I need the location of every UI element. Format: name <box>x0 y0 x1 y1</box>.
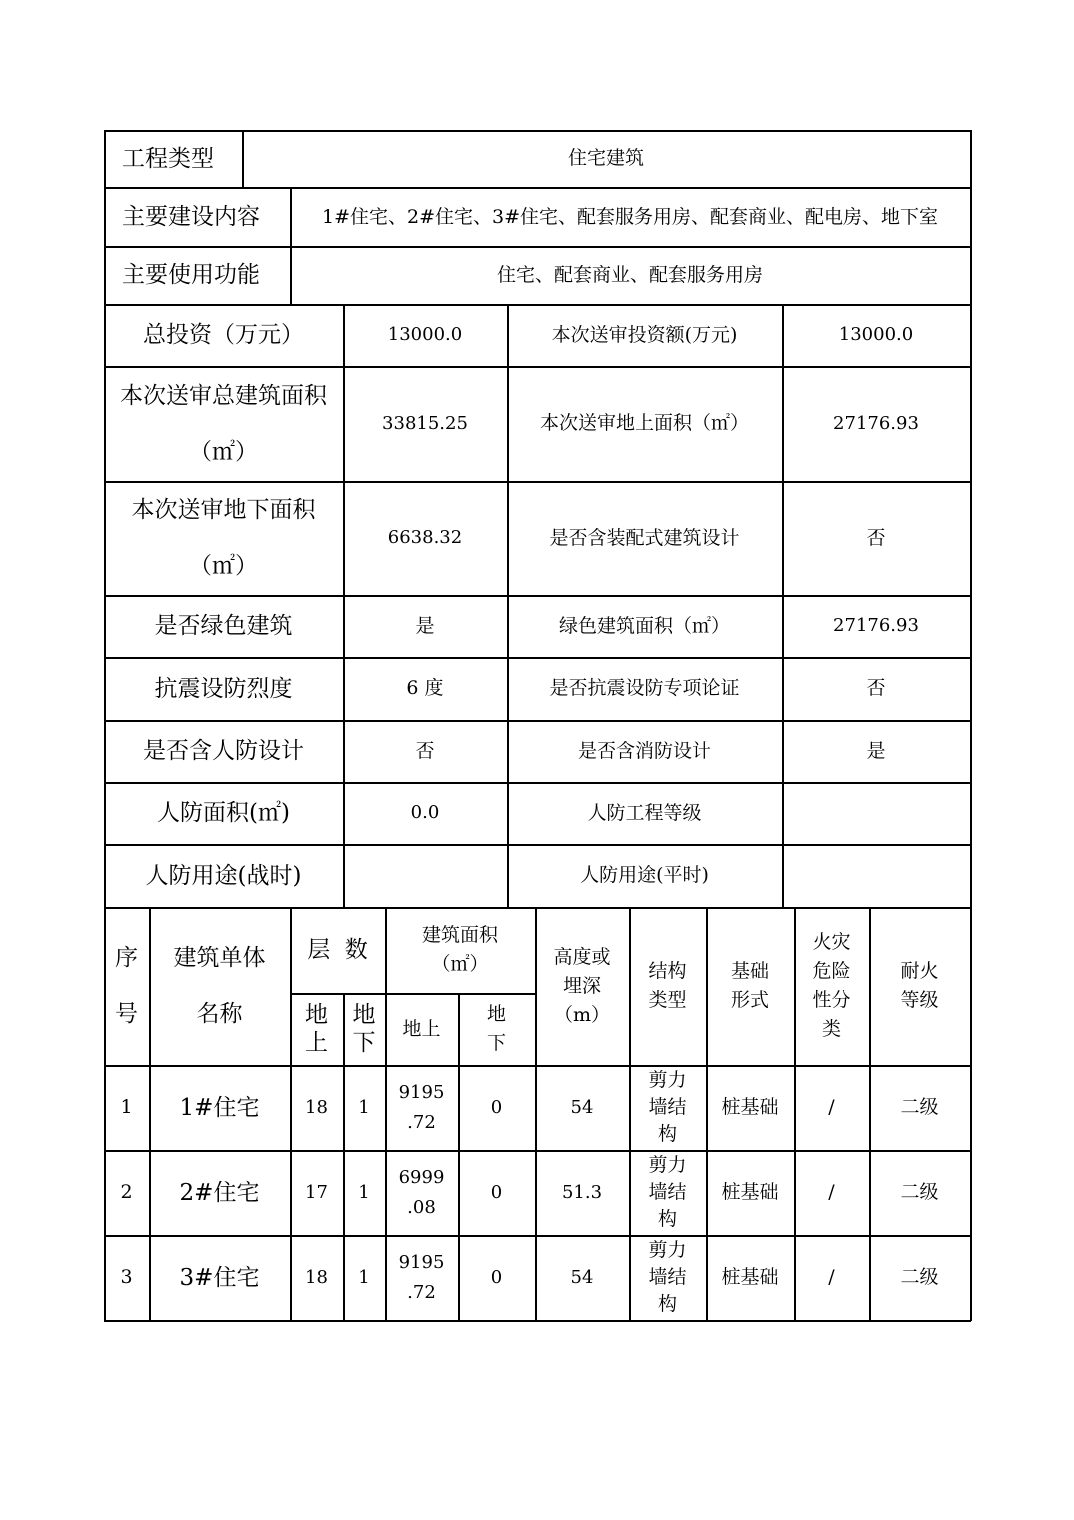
table-row-height: 51.3 <box>561 1181 603 1203</box>
header-floors-below: 地 下 <box>352 1002 376 1056</box>
fire-design-label: 是否含消防设计 <box>577 739 711 762</box>
header-area: 建筑面积 （㎡） <box>421 924 498 975</box>
civil-defense-area-value: 0.0 <box>410 802 440 823</box>
table-row-area-above: 9195 .72 <box>398 1251 445 1303</box>
table-row-name: 1#住宅 <box>179 1094 260 1121</box>
table-row-fire-risk: / <box>828 1181 835 1203</box>
seismic-review-label: 是否抗震设防专项论证 <box>549 677 740 699</box>
green-building-label: 是否绿色建筑 <box>154 613 293 639</box>
seismic-review-value: 否 <box>866 677 886 699</box>
underground-area-value: 6638.32 <box>387 527 463 548</box>
table-row-foundation: 桩基础 <box>721 1096 779 1118</box>
header-fire-rating: 耐火 等级 <box>900 960 939 1011</box>
green-area-label: 绿色建筑面积（㎡） <box>558 614 730 637</box>
table-row-floors-below: 1 <box>358 1181 370 1203</box>
header-area-above: 地上 <box>402 1017 441 1040</box>
header-floors: 层 数 <box>307 937 368 963</box>
above-ground-area-label: 本次送审地上面积（㎡） <box>539 412 749 434</box>
fire-design-value: 是 <box>866 739 886 762</box>
green-building-value: 是 <box>415 614 435 637</box>
table-row-fire-rating: 二级 <box>900 1181 939 1203</box>
table-row-floors-above: 18 <box>305 1096 328 1118</box>
civil-defense-value: 否 <box>415 739 435 762</box>
main-content-label: 主要建设内容 <box>122 203 260 230</box>
civil-defense-label: 是否含人防设计 <box>143 738 304 764</box>
civil-defense-grade-value <box>782 782 970 844</box>
total-investment-value: 13000.0 <box>387 324 463 345</box>
table-row-floors-above: 17 <box>305 1181 328 1203</box>
table-row-fire-risk: / <box>828 1266 835 1288</box>
table-row-name: 3#住宅 <box>179 1264 260 1291</box>
peacetime-use-label: 人防用途(平时) <box>580 864 709 886</box>
rule <box>104 1320 971 1322</box>
prefab-design-value: 否 <box>866 526 886 549</box>
wartime-use-value <box>343 844 507 907</box>
seismic-intensity-label: 抗震设防烈度 <box>154 675 293 702</box>
table-row-area-below: 0 <box>490 1266 503 1288</box>
table-row-structure: 剪力 墙结 构 <box>648 1239 687 1315</box>
table-row-seq: 2 <box>120 1181 133 1203</box>
table-row-floors-above: 18 <box>305 1266 328 1288</box>
underground-area-label: 本次送审地下面积（㎡） <box>131 497 316 579</box>
table-row-area-above: 6999 .08 <box>398 1166 445 1218</box>
seismic-intensity-value: 6 度 <box>406 677 444 699</box>
header-structure: 结构 类型 <box>648 960 687 1011</box>
civil-defense-area-label: 人防面积(㎡) <box>157 800 290 826</box>
table-row-area-above: 9195 .72 <box>398 1081 445 1133</box>
header-seq: 序 号 <box>115 945 138 1027</box>
total-investment-label: 总投资（万元） <box>143 322 304 348</box>
table-row-foundation: 桩基础 <box>721 1181 779 1203</box>
table-row-floors-below: 1 <box>358 1266 370 1288</box>
submitted-investment-label: 本次送审投资额(万元) <box>551 323 738 346</box>
header-area-below: 地 下 <box>486 1003 506 1054</box>
table-row-foundation: 桩基础 <box>721 1266 779 1288</box>
main-function-label: 主要使用功能 <box>122 262 260 288</box>
header-fire-risk: 火灾 危险 性分 类 <box>812 931 851 1040</box>
table-row-structure: 剪力 墙结 构 <box>648 1154 687 1230</box>
header-floors-above: 地 上 <box>305 1002 328 1056</box>
peacetime-use-value <box>782 844 970 907</box>
rule <box>970 130 972 1321</box>
submitted-investment-value: 13000.0 <box>838 324 914 345</box>
total-area-value: 33815.25 <box>382 412 468 434</box>
project-type-label: 工程类型 <box>122 145 214 172</box>
wartime-use-label: 人防用途(战时) <box>145 862 302 889</box>
table-row-fire-rating: 二级 <box>900 1096 939 1118</box>
table-row-fire-rating: 二级 <box>900 1266 939 1288</box>
prefab-design-label: 是否含装配式建筑设计 <box>549 526 740 549</box>
header-building-name: 建筑单体 名称 <box>173 945 266 1027</box>
civil-defense-grade-label: 人防工程等级 <box>587 801 702 824</box>
table-row-seq: 1 <box>120 1096 133 1118</box>
above-ground-area-value: 27176.93 <box>833 412 919 434</box>
main-content-value: 1#住宅、2#住宅、3#住宅、配套服务用房、配套商业、配电房、地下室 <box>321 205 939 228</box>
table-row-height: 54 <box>570 1266 594 1288</box>
table-row-height: 54 <box>570 1096 594 1118</box>
table-row-area-below: 0 <box>490 1181 503 1203</box>
table-row-area-below: 0 <box>490 1096 503 1118</box>
main-function-value: 住宅、配套商业、配套服务用房 <box>496 263 763 286</box>
total-area-label: 本次送审总建筑面积（㎡） <box>120 382 327 465</box>
header-height: 高度或 埋深 （m） <box>553 945 611 1026</box>
project-type-value: 住宅建筑 <box>567 147 644 169</box>
header-foundation: 基础 形式 <box>730 960 769 1011</box>
table-row-name: 2#住宅 <box>179 1179 260 1206</box>
table-row-structure: 剪力 墙结 构 <box>648 1069 687 1145</box>
table-row-seq: 3 <box>120 1266 133 1288</box>
green-area-value: 27176.93 <box>833 615 919 636</box>
table-row-fire-risk: / <box>828 1096 835 1118</box>
table-row-floors-below: 1 <box>358 1096 370 1118</box>
